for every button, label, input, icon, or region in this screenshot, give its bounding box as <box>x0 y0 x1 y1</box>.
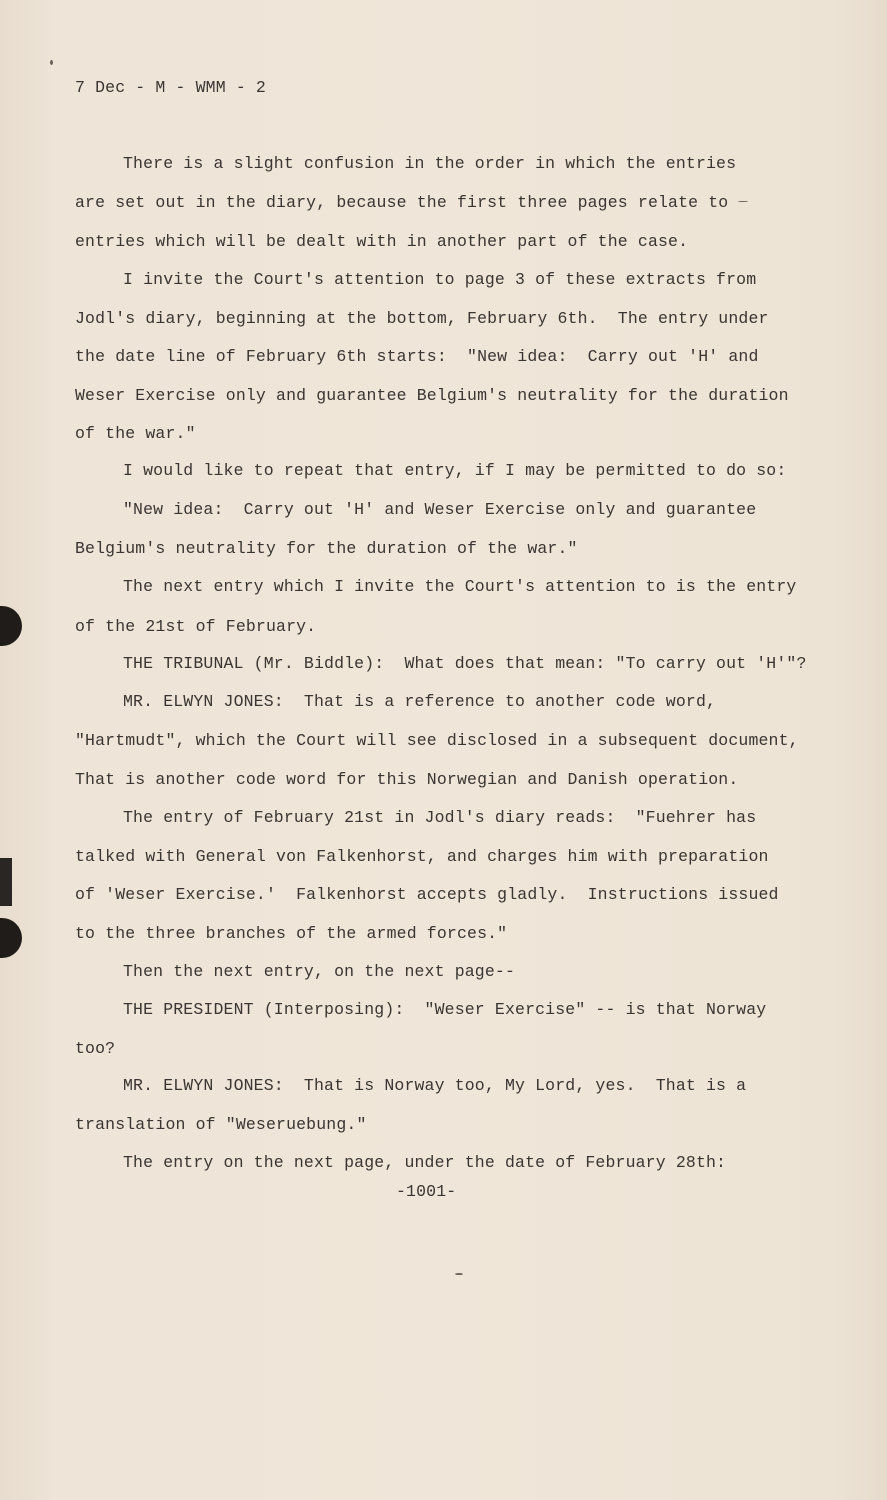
paper-speck <box>455 1273 463 1275</box>
page-number: -1001- <box>396 1182 457 1201</box>
text-line: of the 21st of February. <box>75 617 317 636</box>
text-line: are set out in the diary, because the first three pages relate to <box>75 193 729 212</box>
text-line: I would like to repeat that entry, if I may be permitted to do so: <box>123 461 787 480</box>
text-line: MR. ELWYN JONES: That is a reference to another code word, <box>123 692 717 711</box>
text-line: Belgium's neutrality for the duration of the war." <box>75 539 578 558</box>
text-line: THE PRESIDENT (Interposing): "Weser Exercise" -- is that Norway <box>123 1000 767 1019</box>
binder-hole <box>0 918 22 958</box>
text-line: translation of "Weseruebung." <box>75 1115 367 1134</box>
text-line: entries which will be dealt with in another part of the case. <box>75 232 689 251</box>
text-line: I invite the Court's attention to page 3 of these extracts from <box>123 270 757 289</box>
text-line: There is a slight confusion in the order in which the entries <box>123 154 737 173</box>
text-line: The entry of February 21st in Jodl's diary reads: "Fuehrer has <box>123 808 757 827</box>
text-line: Then the next entry, on the next page-- <box>123 962 516 981</box>
text-line: to the three branches of the armed forces." <box>75 924 508 943</box>
text-line: THE TRIBUNAL (Mr. Biddle): What does that mean: "To carry out 'H'"? <box>123 654 807 673</box>
text-line: too? <box>75 1039 116 1058</box>
text-line: That is another code word for this Norwegian and Danish operation. <box>75 770 739 789</box>
text-line: "New idea: Carry out 'H' and Weser Exercise only and guarantee <box>123 500 757 519</box>
page-header: 7 Dec - M - WMM - 2 <box>75 78 266 97</box>
text-line: Weser Exercise only and guarantee Belgium's neutrality for the duration <box>75 386 789 405</box>
text-line: The entry on the next page, under the date of February 28th: <box>123 1153 727 1172</box>
text-line: The next entry which I invite the Court's attention to is the entry <box>123 577 797 596</box>
text-line: talked with General von Falkenhorst, and charges him with preparation <box>75 847 769 866</box>
text-line: of the war." <box>75 424 196 443</box>
text-line: MR. ELWYN JONES: That is Norway too, My Lord, yes. That is a <box>123 1076 747 1095</box>
text-line: "Hartmudt", which the Court will see disclosed in a subsequent document, <box>75 731 799 750</box>
text-line: of 'Weser Exercise.' Falkenhorst accepts gladly. Instructions issued <box>75 885 779 904</box>
paper-speck <box>738 201 748 202</box>
text-line: Jodl's diary, beginning at the bottom, February 6th. The entry under <box>75 309 769 328</box>
torn-edge <box>0 858 12 906</box>
paper-speck <box>50 60 53 65</box>
text-line: the date line of February 6th starts: "New idea: Carry out 'H' and <box>75 347 759 366</box>
binder-hole <box>0 606 22 646</box>
